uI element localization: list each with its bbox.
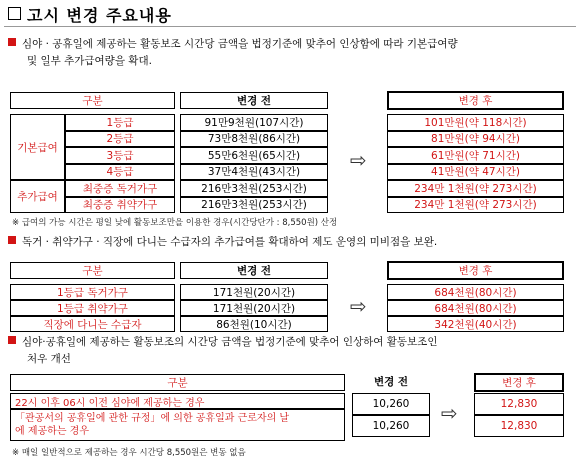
header-category: 구분 <box>10 262 175 279</box>
row-after: 342천원(40시간) <box>387 316 564 332</box>
header-after: 변경 후 <box>387 91 564 110</box>
header-before: 변경 전 <box>180 92 328 109</box>
row-sub: 2등급 <box>65 131 175 148</box>
row-after: 234만 1천원(약 273시간) <box>387 197 564 214</box>
row-sub: 3등급 <box>65 147 175 164</box>
row-after: 12,830 <box>474 393 564 415</box>
row-before: 86천원(10시간) <box>180 316 328 332</box>
row-after: 12,830 <box>474 415 564 437</box>
title-divider <box>4 26 576 27</box>
row-after: 81만원(약 94시간) <box>387 131 564 148</box>
row-before: 10,260 <box>352 415 430 437</box>
row-before: 73만8천원(86시간) <box>180 131 328 148</box>
arrow-right-icon: ⇨ <box>350 148 367 172</box>
arrow-right-icon: ⇨ <box>350 294 367 318</box>
row-category: 「관공서의 공휴일에 관한 규정」에 의한 공휴일과 근로자의 날 에 제공하는 경우 <box>10 409 345 441</box>
row-before: 55만6천원(65시간) <box>180 147 328 164</box>
row-category: 1등급 독거가구 <box>10 284 175 300</box>
page-title: 고시 변경 주요내용 <box>8 3 172 26</box>
header-category: 구분 <box>10 374 345 391</box>
checkbox-square-icon <box>8 7 21 20</box>
header-after: 변경 후 <box>387 261 564 280</box>
bullet-icon <box>8 38 16 46</box>
row-before: 171천원(20시간) <box>180 300 328 316</box>
row-before: 91만9천원(107시간) <box>180 114 328 131</box>
header-category: 구분 <box>10 92 175 109</box>
row-category: 1등급 취약가구 <box>10 300 175 316</box>
section3-text: 심야·공휴일에 제공하는 활동보조의 시간당 금액을 법정기준에 맞추어 인상하여 활동보조인 처우 개선 <box>8 334 578 368</box>
header-before: 변경 전 <box>373 376 409 388</box>
section3-note: ※ 매일 일반적으로 제공하는 경우 시간당 8,550원은 변동 없음 <box>12 448 246 458</box>
group-basic: 기본급여 <box>10 114 65 180</box>
row-after: 684천원(80시간) <box>387 300 564 316</box>
row-before: 10,260 <box>352 393 430 415</box>
section1-text: 심야 · 공휴일에 제공하는 활동보조 시간당 금액을 법정기준에 맞추어 인상함에 따라 기본급여량 및 일부 추가급여량을 확대. <box>8 36 578 70</box>
row-sub: 1등급 <box>65 114 175 131</box>
row-before: 37만4천원(43시간) <box>180 164 328 181</box>
row-before: 171천원(20시간) <box>180 284 328 300</box>
section2-text: 독거 · 취약가구 · 직장에 다니는 수급자의 추가급여를 확대하여 제도 운영의 미비점을 보완. <box>8 234 578 251</box>
group-additional: 추가급여 <box>10 180 65 213</box>
row-after: 234만 1천원(약 273시간) <box>387 180 564 197</box>
row-before: 216만3천원(253시간) <box>180 180 328 197</box>
row-sub: 4등급 <box>65 164 175 181</box>
row-sub: 최중증 독거가구 <box>65 180 175 197</box>
bullet-icon <box>8 236 16 244</box>
row-after: 61만원(약 71시간) <box>387 147 564 164</box>
row-after: 41만원(약 47시간) <box>387 164 564 181</box>
header-after: 변경 후 <box>474 373 564 392</box>
row-after: 101만원(약 118시간) <box>387 114 564 131</box>
section1-note: ※ 급여의 가능 시간은 평일 낮에 활동보조만을 이용한 경우(시간당단가 : 8,550원) 산정 <box>12 218 338 228</box>
row-sub: 최중증 취약가구 <box>65 197 175 214</box>
header-before: 변경 전 <box>180 262 328 279</box>
row-after: 684천원(80시간) <box>387 284 564 300</box>
row-before: 216만3천원(253시간) <box>180 197 328 214</box>
row-category: 22시 이후 06시 이전 심야에 제공하는 경우 <box>10 393 345 409</box>
bullet-icon <box>8 336 16 344</box>
arrow-right-icon: ⇨ <box>441 401 458 425</box>
row-category: 직장에 다니는 수급자 <box>10 316 175 332</box>
